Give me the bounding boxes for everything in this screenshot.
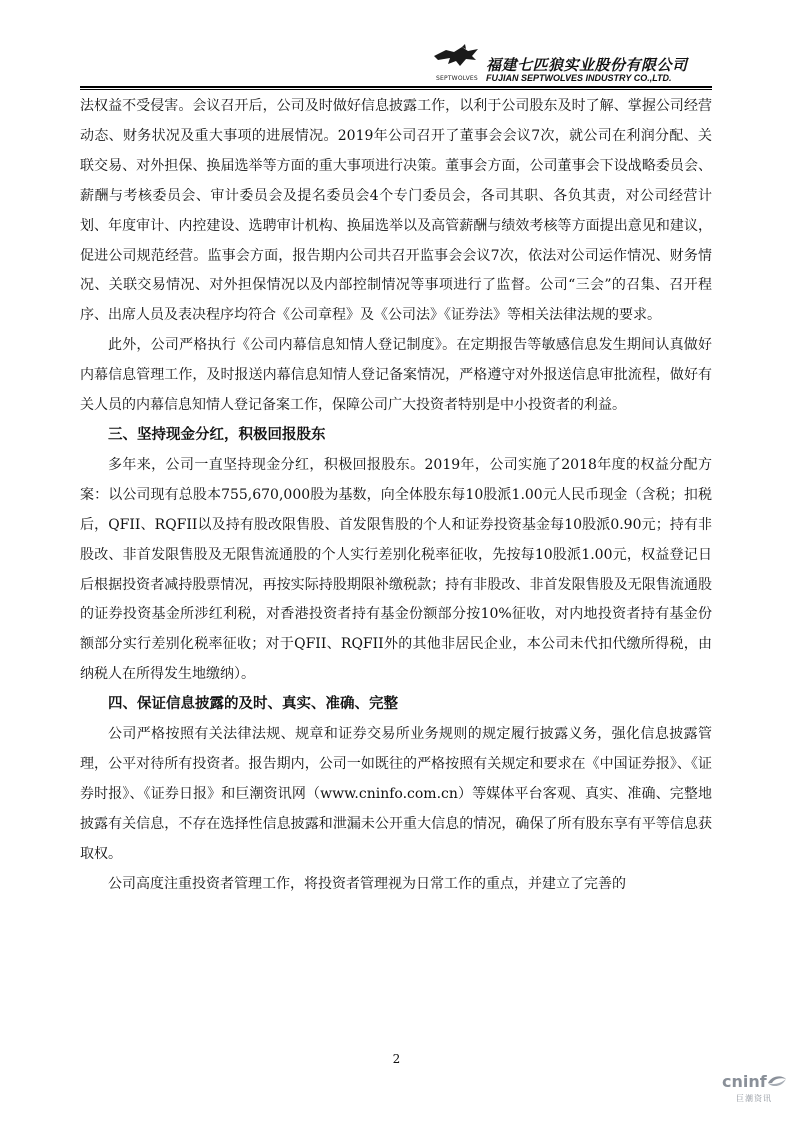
- document-body: [80, 92, 712, 899]
- paragraph-dividends: 多年来，公司一直坚持现金分红，积极回报股东。2019年，公司实施了2018年度的权益分配方案：以公司现有总股本755,670,000股为基数，向全体股东每10股派1.00元人民币现金（含税；扣税后，QFII、RQFII以及持有股改限售股、首发限售股的个人和证券投资基金每10股派0.90元；持有非股改、非首发限售股及无限售流通股的个人实行差别化税率征收，先按每10股派1.00元，权益登记日后根据投资者减持股票情况，再按实际持股期限补缴税款；持有非股改、非首发限售股及无限售流通股的证券投资基金所涉红利税，对香港投资者持有基金份额部分按10%征收，对内地投资者持有基金份额部分实行差别化税率征收；对于QFII、RQFII外的其他非居民企业，本公司未代扣代缴所得税，由纳税人在所得发生地缴纳）。: [80, 456, 712, 683]
- company-name-cn: 福建七匹狼实业股份有限公司: [486, 56, 688, 74]
- paragraph-investor-management: 公司高度注重投资者管理工作，将投资者管理视为日常工作的重点，并建立了完善的: [108, 875, 626, 892]
- page-header: [0, 0, 793, 90]
- page-number: 2: [392, 1052, 401, 1066]
- watermark-brand: cninf: [722, 1072, 767, 1091]
- paragraph-disclosure: 公司严格按照有关法律法规、规章和证券交易所业务规则的规定履行披露义务，强化信息披露管理，公平对待所有投资者。报告期内，公司一如既往的严格按照有关规定和要求在《中国证券报》、《证券时报》、《证券日报》和巨潮资讯网（www.cninfo.com.cn）等媒体平台客观、真实、准确、完整地披露有关信息，不存在选择性信息披露和泄漏未公开重大信息的情况，确保了所有股东享有平等信息获取权。: [80, 726, 712, 862]
- section-heading-disclosure: 四、保证信息披露的及时、真实、准确、完整: [108, 696, 398, 713]
- paragraph-insider-info: 此外，公司严格执行《公司内幕信息知情人登记制度》。在定期报告等敏感信息发生期间认真做好内幕信息管理工作，及时报送内幕信息知情人登记备案情况，严格遵守对外报送信息审批流程，做好有关人员的内幕信息知情人登记备案工作，保障公司广大投资者特别是中小投资者的利益。: [80, 337, 712, 414]
- paragraph-governance: 法权益不受侵害。会议召开后，公司及时做好信息披露工作，以利于公司股东及时了解、掌握公司经营动态、财务状况及重大事项的进展情况。2019年公司召开了董事会会议7次，就公司在利润分配、关联交易、对外担保、换届选举等方面的重大事项进行决策。董事会方面，公司董事会下设战略委员会、薪酬与考核委员会、审计委员会及提名委员会4个专门委员会，各司其职、各负其责，对公司经营计划、年度审计、内控建设、选聘审计机构、换届选举以及高管薪酬与绩效考核等方面提出意见和建议，促进公司规范经营。监事会方面，报告期内公司共召开监事会会议7次，依法对公司运作情况、财务情况、关联交易情况、对外担保情况以及内部控制情况等事项进行了监督。公司“三会”的召集、召开程序、出席人员及表决程序均符合《公司章程》及《公司法》《证券法》等相关法律法规的要求。: [80, 98, 712, 324]
- watermark-subtitle: 巨潮资讯: [736, 1094, 772, 1103]
- header-rule-thin: [80, 89, 712, 90]
- header-rule-thick: [80, 86, 712, 88]
- cninfo-swirl-icon: [766, 1073, 788, 1089]
- section-heading-dividends: 三、坚持现金分红，积极回报股东: [108, 426, 326, 443]
- company-name-en: FUJIAN SEPTWOLVES INDUSTRY CO.,LTD.: [486, 73, 672, 83]
- logo-subtitle: SEPTWOLVES: [436, 75, 478, 82]
- wolf-logo-icon: [432, 44, 480, 74]
